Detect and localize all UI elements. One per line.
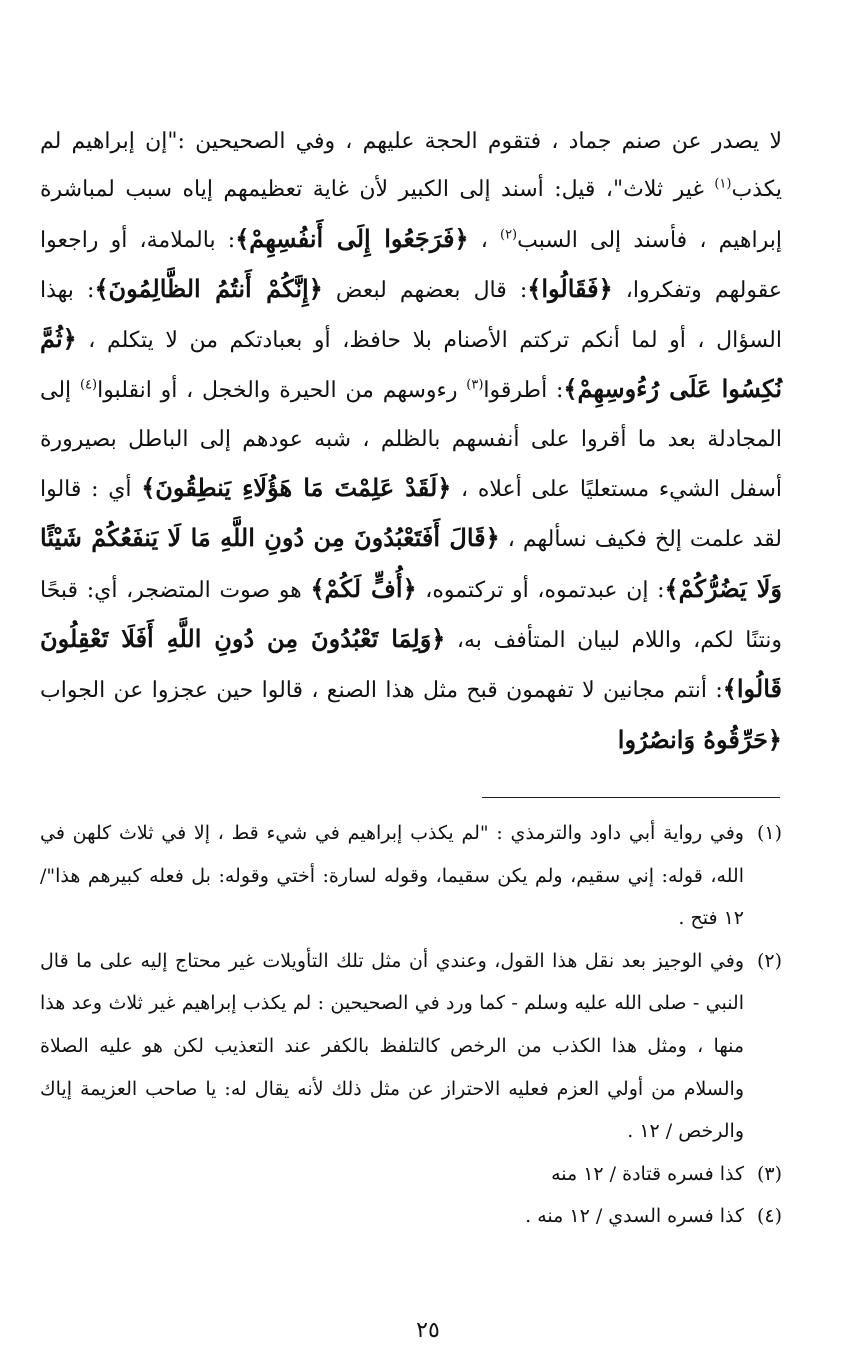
footnote-2 <box>40 940 782 1153</box>
page-number: ٢٥ <box>416 1318 440 1343</box>
text-segment: هو صوت المتضجر، أي: قبحًا ونتنًا لكم، واللام لبيان المتأفف به، <box>40 577 782 653</box>
text-segment: : بهذا السؤال ، أو لما أنكم تركتم الأصنام بلا حافظ، أو بعبادتكم من لا يتكلم ، <box>40 277 782 354</box>
text-segment: رءوسهم من الحيرة والخجل ، أو انقلبوا <box>97 378 467 404</box>
footnote-number: (٢) <box>756 949 782 972</box>
footnotes-section <box>40 812 782 1238</box>
quran-quote: ﴿فَقَالُوا﴾ <box>527 273 613 303</box>
footnote-number: (١) <box>756 822 782 844</box>
main-paragraph <box>40 118 782 766</box>
text-segment: لا يصدر عن صنم جماد ، فتقوم الحجة عليهم ، وفي الصحيحين :"إن إبراهيم لم يكذب <box>40 129 782 203</box>
text-segment: أي : قالوا لقد علمت إلخ فكيف نسألهم ، <box>40 477 783 553</box>
footnote-number: (٤) <box>756 1205 782 1228</box>
text-segment: : إن عبدتموه، أو تركتموه، <box>416 577 665 603</box>
text-segment: : بالملامة، أو راجعوا عقولهم وتفكروا، <box>40 227 783 303</box>
footnote-marker: (٢) <box>499 227 518 243</box>
text-segment: ، <box>468 227 500 253</box>
quran-quote: ﴿إِنَّكُمْ أَنتُمُ الظَّالِمُونَ﴾ <box>94 273 323 303</box>
text-segment: إلى المجادلة بعد ما أقروا على أنفسهم بالظلم ، شبه عودهم إلى الباطل بصيرورة أسفل الشيء مستعليًا على أعلاه ، <box>40 378 782 503</box>
footnote-text: كذا فسره قتادة / ١٢ منه <box>551 1162 744 1185</box>
footnote-1 <box>40 812 782 940</box>
footnote-text: وفي رواية أبي داود والترمذي : "لم يكذب إبراهيم في شيء قط ، إلا في ثلاث كلهن في الله، قوله: إني سقيم، ولم يكن سقيما، وقوله لسارة: أختي وقوله: بل فعله كبيرهم هذا"/ ١٢ فتح . <box>40 822 744 930</box>
quran-quote: ﴿لَقَدْ عَلِمْتَ مَا هَؤُلَاءِ يَنطِقُونَ﴾ <box>141 473 452 503</box>
footnote-4 <box>40 1195 782 1238</box>
footnote-marker: (٣) <box>466 378 484 394</box>
footnote-marker: (٤) <box>79 378 98 394</box>
footnote-text: كذا فسره السدي / ١٢ منه . <box>525 1205 744 1228</box>
footnote-separator <box>482 797 780 798</box>
quran-quote: ﴿فَرَجَعُوا إِلَى أَنفُسِهِمْ﴾ <box>235 223 469 253</box>
text-segment: : أنتم مجانين لا تفهمون قبح مثل هذا الصنع ، قالوا حين عجزوا عن الجواب <box>40 678 723 704</box>
quran-quote: ﴿حَرِّقُوهُ وَانصُرُوا <box>617 724 782 754</box>
text-segment: : قال بعضهم لبعض <box>322 277 528 303</box>
text-segment: : أطرقوا <box>483 378 564 404</box>
quran-quote: ﴿أُفٍّ لَكُمْ﴾ <box>310 573 417 603</box>
footnote-text: وفي الوجيز بعد نقل هذا القول، وعندي أن مثل تلك التأويلات غير محتاج إليه على ما قال النبي - صلى الله عليه وسلم - كما ورد في الصحيحين : لم يكذب إبراهيم غير ثلاث وعد هذا منها ، ومثل هذا الكذب من الرخص كالتلفظ بالكفر عند التعذيب لكن هو عليه الصلاة والسلام من أولي العزم فعليه الاحتراز عن مثل ذلك لأنه يقال له: يا صاحب العزيمة إياك والرخص / ١٢ . <box>40 949 744 1143</box>
footnote-marker: (١) <box>714 176 732 192</box>
text-segment: غير ثلاث"، قيل: أسند إلى الكبير لأن غاية تعظيمهم إياه سبب لمباشرة إبراهيم ، فأسند إلى السبب <box>40 177 782 253</box>
footnote-number: (٣) <box>756 1162 782 1185</box>
quran-quote: ﴿وَلِمَا تَعْبُدُونَ مِن دُونِ اللَّهِ أَفَلَا تَعْقِلُونَ قَالُوا﴾ <box>40 623 782 704</box>
quran-quote: ﴿ثُمَّ نُكِسُوا عَلَى رُءُوسِهِمْ﴾ <box>40 324 783 404</box>
main-text-block <box>40 118 782 766</box>
footnote-3 <box>40 1153 782 1196</box>
quran-quote: ﴿قَالَ أَفَتَعْبُدُونَ مِن دُونِ اللَّهِ مَا لَا يَنفَعُكُمْ شَيْئًا وَلَا يَضُرُّكُمْ﴾ <box>40 523 782 603</box>
